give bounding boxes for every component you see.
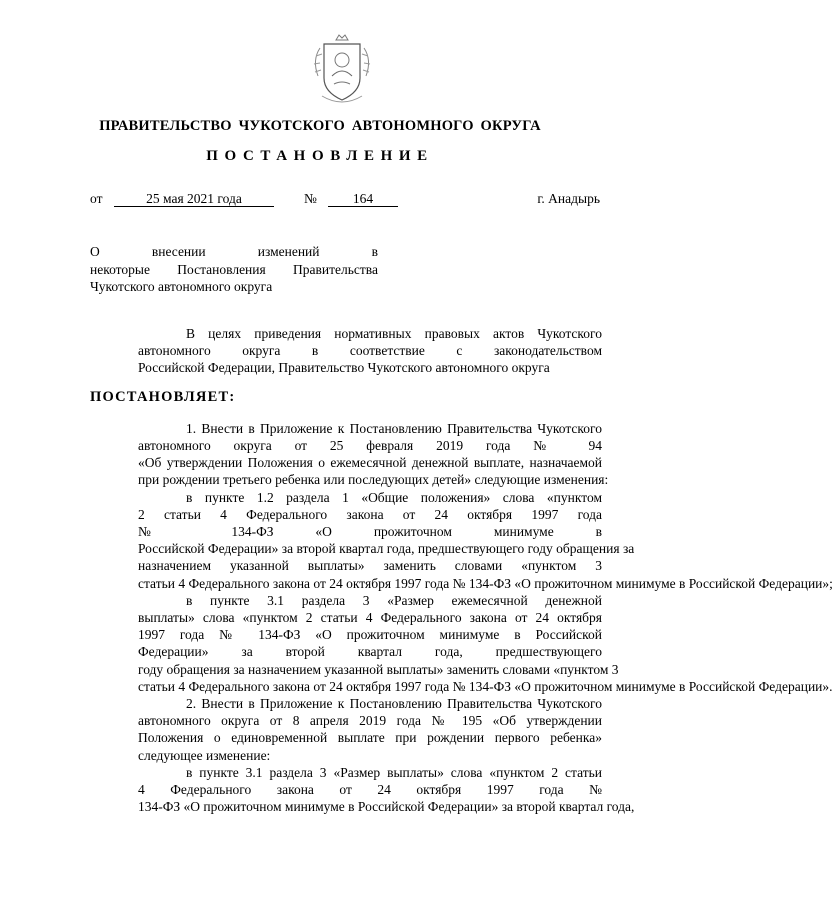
text-line: назначением указанной выплаты» заменить словами «пунктом 3 [138, 558, 602, 574]
text-line: Чукотского автономного округа [90, 279, 273, 294]
text-line: «Об утверждении Положения о ежемесячной денежной выплате, назначаемой [138, 455, 602, 471]
document-date: 25 мая 2021 года [114, 191, 274, 207]
text-line: О внесении изменений в [90, 244, 378, 259]
text-line: 4 Федерального закона от 24 октября 1997 года № [138, 782, 602, 798]
text-line: в пункте 3.1 раздела 3 «Размер выплаты» слова «пунктом 2 статьи [186, 764, 602, 780]
paragraph-2-item-1 [90, 764, 635, 816]
text-line: при рождении третьего ребенка или последующих детей» следующие изменения: [138, 472, 609, 488]
paragraph-1-item-2 [90, 592, 833, 695]
text-line: В целях приведения нормативных правовых актов Чукотского [186, 326, 602, 341]
date-prefix: от [90, 191, 103, 206]
text-line: автономного округа от 25 февраля 2019 года № 94 [138, 438, 602, 454]
coat-of-arms-emblem [306, 26, 378, 110]
text-line: 1997 года № 134-ФЗ «О прожиточном минимуме в Российской [138, 627, 602, 643]
document-number: 164 [328, 191, 398, 207]
document-body [90, 325, 833, 815]
text-line: автономного округа в соответствие с законодательством [138, 343, 602, 359]
document-subject [90, 243, 378, 296]
text-line: Российской Федерации, Правительство Чукотского автономного округа [138, 360, 550, 376]
text-line: в пункте 1.2 раздела 1 «Общие положения» слова «пунктом [186, 489, 602, 505]
government-title: ПРАВИТЕЛЬСТВО ЧУКОТСКОГО АВТОНОМНОГО ОКРУГА [99, 118, 541, 134]
paragraph-1-item-1 [90, 489, 833, 592]
text-line: году обращения за назначением указанной выплаты» заменить словами «пунктом 3 [138, 661, 619, 677]
text-line: 2. Внести в Приложение к Постановлению Правительства Чукотского [186, 696, 602, 712]
text-line: следующее изменение: [138, 747, 271, 763]
decree-word: ПОСТАНОВЛЯЕТ: [90, 388, 236, 405]
text-line: № 134-ФЗ «О прожиточном минимуме в [138, 524, 602, 540]
paragraph-1 [90, 420, 609, 489]
document-meta [90, 191, 600, 209]
document-type: ПОСТАНОВЛЕНИЕ [206, 148, 434, 164]
text-line: Федерации» за второй квартал года, предшествующего [138, 644, 602, 660]
paragraph-2 [90, 695, 602, 764]
text-line: некоторые Постановления Правительства [90, 261, 378, 277]
text-line: выплаты» слова «пунктом 2 статьи 4 Федерального закона от 24 октября [138, 610, 602, 626]
text-line: Российской Федерации» за второй квартал года, предшествующего году обращения за [138, 541, 635, 557]
text-line: статьи 4 Федерального закона от 24 октября 1997 года № 134-ФЗ «О прожиточном минимуме в Российской Федерации». [138, 678, 833, 694]
document-city: г. Анадырь [537, 191, 600, 206]
text-line: Положения о единовременной выплате при рождении первого ребенка» [138, 730, 602, 746]
text-line: 2 статьи 4 Федерального закона от 24 октября 1997 года [138, 506, 602, 522]
text-line: автономного округа от 8 апреля 2019 года № 195 «Об утверждении [138, 713, 602, 729]
text-line: статьи 4 Федерального закона от 24 октября 1997 года № 134-ФЗ «О прожиточном минимуме в Российской Федерации»; [138, 575, 833, 591]
text-line: в пункте 3.1 раздела 3 «Размер ежемесячной денежной [186, 592, 602, 608]
number-sign: № [304, 191, 317, 206]
preamble [90, 325, 602, 377]
text-line: 1. Внести в Приложение к Постановлению Правительства Чукотского [186, 420, 602, 436]
text-line: 134-ФЗ «О прожиточном минимуме в Российской Федерации» за второй квартал года, [138, 799, 635, 815]
